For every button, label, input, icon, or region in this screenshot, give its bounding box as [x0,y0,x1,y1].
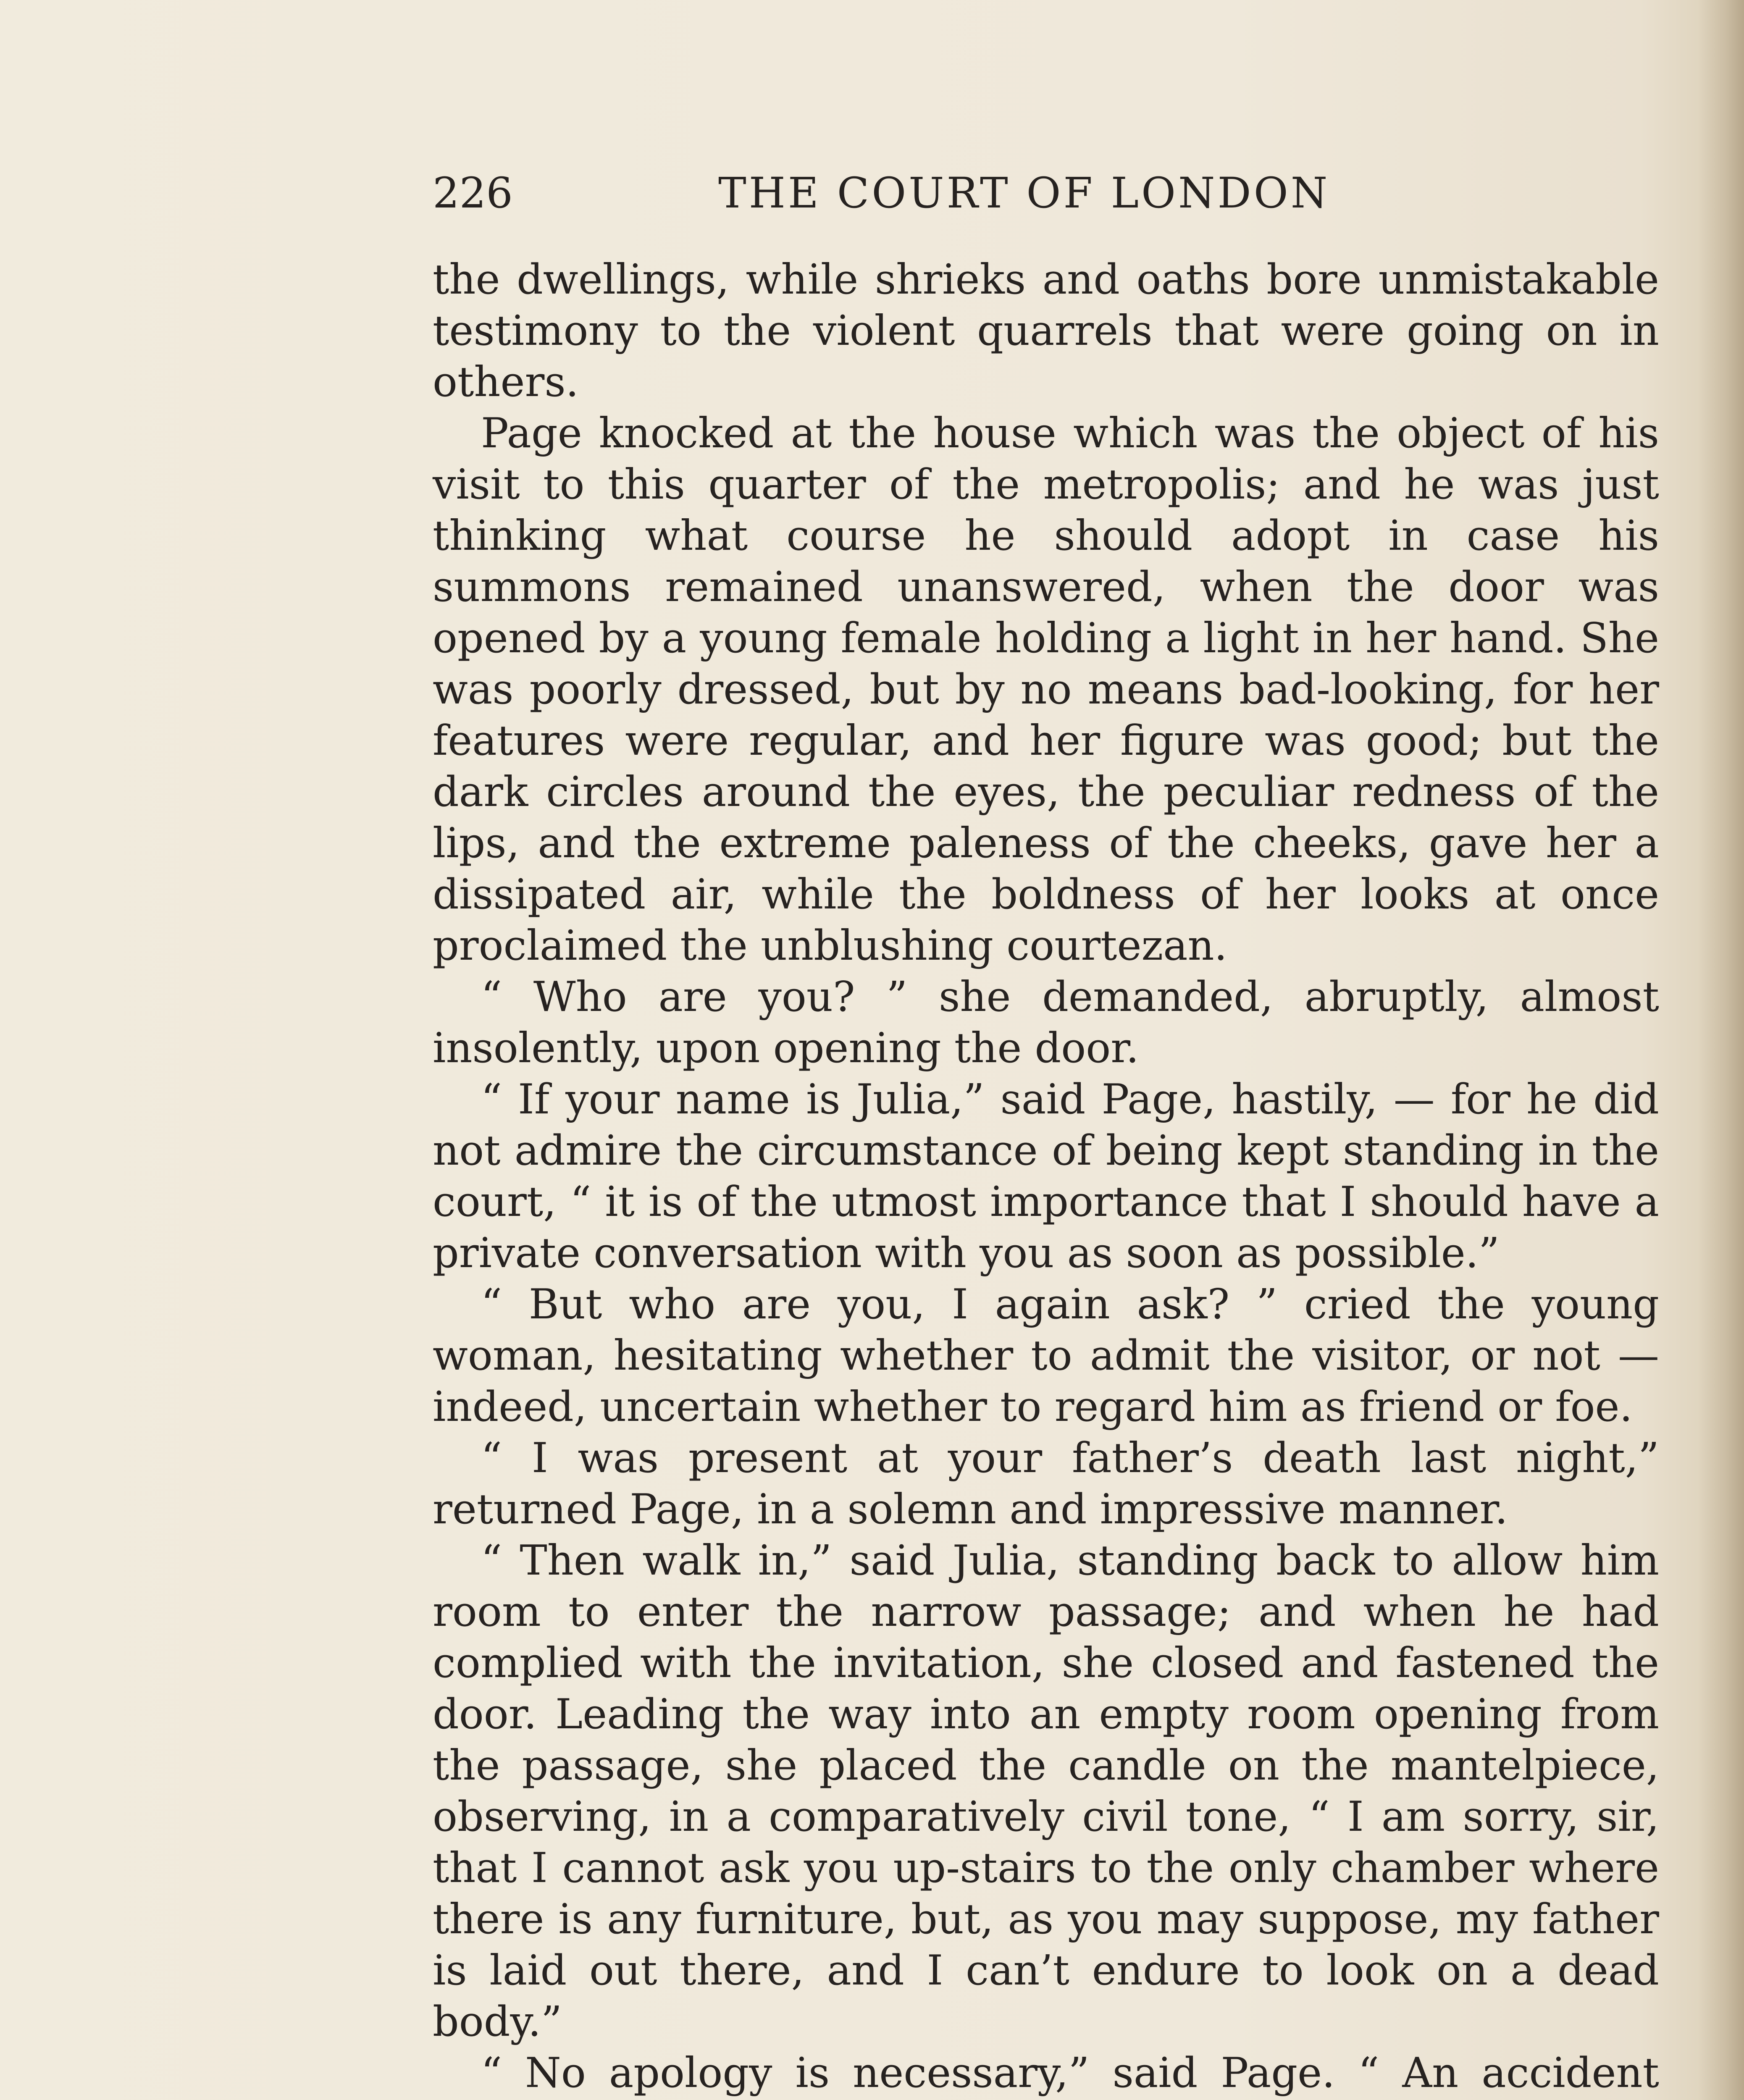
paragraph: “ Who are you? ” she demanded, abruptly, almost insolently, upon opening the door. [433,973,1659,1072]
page-header [433,166,1374,220]
paragraph: “ But who are you, I again ask? ” cried the young woman, hesitating whether to admit the visitor, or not — indeed, uncertain whether to regard him as friend or foe. [433,1281,1659,1431]
page-number: 226 [433,168,513,218]
paragraph: the dwellings, while shrieks and oaths bore unmistakable testimony to the violent quarrels that were going on in others. [433,256,1659,406]
page-edge-shadow [1698,0,1744,2100]
paragraph: “ If your name is Julia,” said Page, hastily, — for he did not admire the circumstance of being kept standing in the court, “ it is of the utmost importance that I should have a private conversation with you as soon as possible.” [433,1076,1659,1277]
running-head: THE COURT OF LONDON [718,168,1330,218]
body-text [433,254,1659,2100]
paragraph: Page knocked at the house which was the object of his visit to this quarter of the metropolis; and he was just thinking what course he should adopt in case his summons remained unanswered, when the door was opened by a young female holding a light in her hand. She was poorly dressed, but by no means bad-looking, for her features were regular, and her figure was good; but the dark circles around the eyes, the peculiar redness of the lips, and the extreme paleness of the cheeks, gave her a dissipated air, while the boldness of her looks at once proclaimed the unblushing courtezan. [433,410,1659,970]
paragraph: “ No apology is necessary,” said Page. “ An accident [481,2049,1659,2097]
paragraph: “ I was present at your father’s death last night,” returned Page, in a solemn and impressive manner. [433,1434,1659,1533]
paragraph: “ Then walk in,” said Julia, standing back to allow him room to enter the narrow passage; and when he had complied with the invitation, she closed and fastened the door. Leading the way into an empty room opening from the passage, she placed the candle on the mantelpiece, observing, in a comparatively civil tone, “ I am sorry, sir, that I cannot ask you up-stairs to the only chamber where there is any furniture, but, as you may suppose, my father is laid out there, and I can’t endure to look on a dead body.” [433,1537,1659,2046]
